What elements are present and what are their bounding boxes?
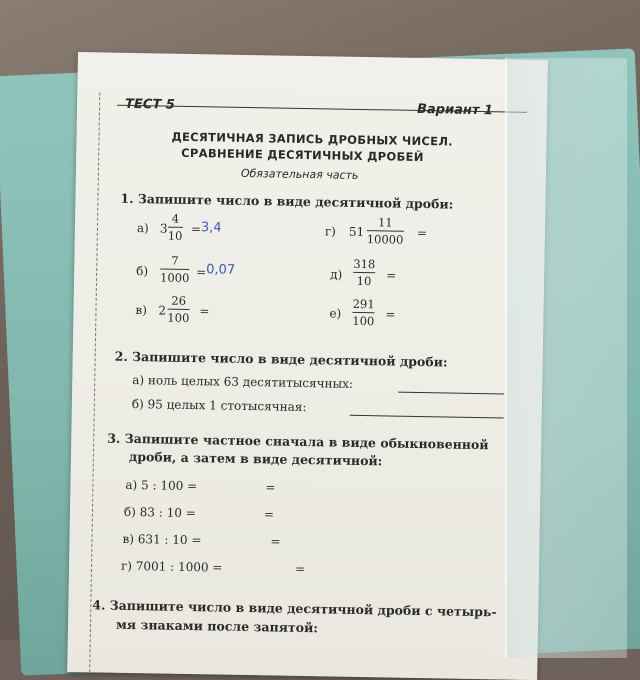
task2-b-text: б) 95 целых 1 стотысячная: [131,396,307,415]
title-line-2: СРАВНЕНИЕ ДЕСЯТИЧНЫХ ДРОБЕЙ [181,145,424,165]
task1-a-fraction [168,212,183,243]
task1-g-equals: = [416,225,428,241]
denominator: 100 [352,313,375,329]
test-sheet [67,52,548,680]
numerator: 291 [352,296,375,312]
numerator: 26 [171,293,187,308]
task3-b-text: б) 83 : 10 = [123,504,196,521]
task3-b-equals-2: = [263,507,275,522]
task4-prompt-line-1: 4. Запишите число в виде десятичной дроби с четырь- [92,597,497,620]
task1-d-equals: = [386,268,397,283]
task1-b-fraction [160,253,190,285]
denominator: 10 [167,228,183,243]
task1-g-fraction [367,215,404,247]
task1-v-fraction [167,294,189,325]
task1-prompt: 1. Запишите число в виде десятичной дроби: [120,190,454,212]
task1-e-equals: = [385,307,396,322]
task1-a-answer: 3,4 [200,220,222,236]
cut-line [89,92,100,672]
task1-d-fraction [353,257,375,288]
task3-v-equals-2: = [270,534,281,549]
task1-a-label: а) [136,221,149,236]
task3-v-text: в) 631 : 10 = [122,531,202,548]
denominator: 10 [356,273,372,289]
title-line-1: ДЕСЯТИЧНАЯ ЗАПИСЬ ДРОБНЫХ ЧИСЕЛ. [171,129,454,149]
numerator: 7 [171,253,179,268]
task3-prompt-line-2: дроби, а затем в виде десятичной: [128,448,383,469]
section-subtitle: Обязательная часть [240,166,359,182]
task3-prompt-line-1: 3. Запишите частное сначала в виде обыкновенной [107,430,489,453]
variant-label: Вариант 1 [416,101,494,119]
task2-a-answer-line [398,392,504,395]
task1-g-label: г) [324,224,336,239]
task2-b-answer-line [350,415,504,419]
denominator: 1000 [159,270,190,285]
task1-v-equals: = [199,304,210,319]
task4-prompt-line-2: мя знаками после запятой: [115,616,319,636]
task3-a-text: а) 5 : 100 = [125,477,198,494]
task1-a-equals: = [190,221,202,237]
task1-e-fraction [352,297,374,328]
task1-d-label: д) [330,267,343,282]
task2-prompt: 2. Запишите число в виде десятичной дроби: [114,348,448,370]
numerator: 4 [171,211,180,226]
task1-e-label: е) [329,306,342,321]
plastic-sleeve [505,58,627,658]
test-number: ТЕСТ 5 [124,96,175,113]
task3-g-text: г) 7001 : 1000 = [120,558,223,575]
task2-a-text: а) ноль целых 63 десятитысячных: [132,372,354,391]
numerator: 318 [353,256,376,272]
task3-a-equals-2: = [265,480,276,495]
task1-b-label: б) [136,264,149,279]
task1-g-whole: 51 [348,224,365,240]
task1-v-whole: 2 [158,303,167,318]
numerator: 11 [377,215,393,230]
task1-b-answer: 0,07 [206,262,236,278]
denominator: 10000 [366,232,404,247]
task1-b-equals: = [196,265,207,280]
task1-a-whole: 3 [159,221,168,236]
denominator: 100 [167,310,190,325]
task1-v-label: в) [135,303,148,318]
task3-g-equals-2: = [294,561,306,577]
